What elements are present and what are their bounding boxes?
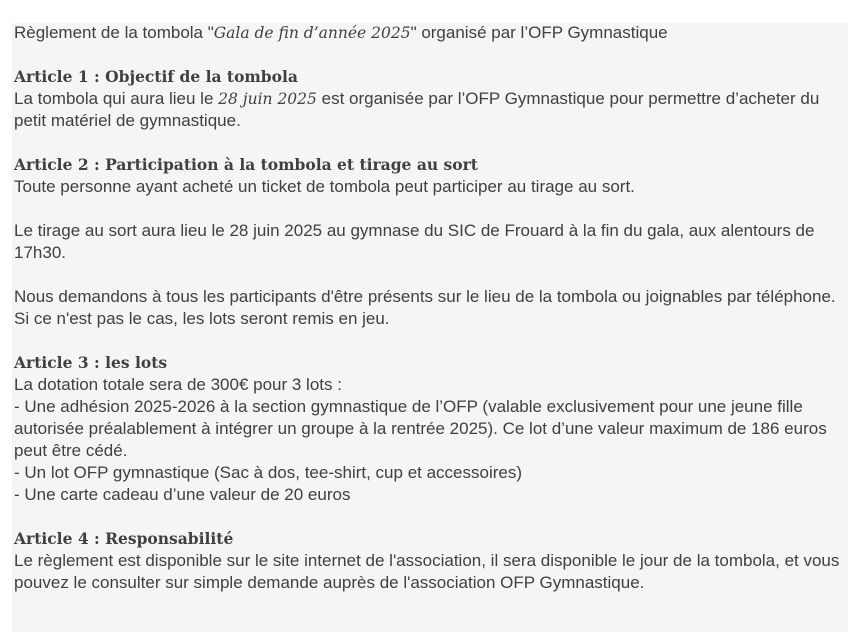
- document-content: [14, 22, 844, 594]
- article-2-paragraph-1: Toute personne ayant acheté un ticket de tombola peut participer au tirage au sort.: [14, 177, 635, 196]
- article-4-text: Le règlement est disponible sur le site internet de l'association, il sera disponible le jour de la tombola, et vous pouvez le consulter sur simple demande auprès de l'association OFP Gymnastique.: [14, 551, 840, 592]
- article-2-heading: Article 2 : Participation à la tombola et tirage au sort: [14, 155, 478, 174]
- article-1-heading: Article 1 : Objectif de la tombola: [14, 67, 298, 86]
- spacer: [14, 264, 844, 286]
- lot-item: - Un lot OFP gymnastique (Sac à dos, tee-shirt, cup et accessoires): [14, 463, 523, 482]
- article-3-heading: Article 3 : les lots: [14, 353, 168, 372]
- event-name: Gala de fin d’année 2025: [213, 24, 411, 42]
- article-2-paragraph-2: Le tirage au sort aura lieu le 28 juin 2025 au gymnase du SIC de Frouard à la fin du gala, aux alentours de 17h30.: [14, 221, 815, 262]
- title-prefix: Règlement de la tombola ": [14, 23, 214, 42]
- lot-item: - Une adhésion 2025-2026 à la section gymnastique de l’OFP (valable exclusivement pour une jeune fille autorisée préalablement à intégrer un groupe à la rentrée 2025). Ce lot d’une valeur maximum de 186 euros peut être cédé.: [14, 397, 827, 460]
- spacer: [14, 44, 844, 66]
- article-2-paragraph-3: Nous demandons à tous les participants d'être présents sur le lieu de la tombola ou joignables par téléphone. Si ce n'est pas le cas, les lots seront remis en jeu.: [14, 287, 836, 328]
- article-1-text-before: La tombola qui aura lieu le: [14, 89, 219, 108]
- article-4-heading: Article 4 : Responsabilité: [14, 529, 234, 548]
- article-1-text-after: est organisée par l’OFP Gymnastique pour permettre d’acheter du petit matériel de gymnastique.: [14, 89, 820, 130]
- spacer: [14, 198, 844, 220]
- spacer: [14, 330, 844, 352]
- title-suffix: " organisé par l’OFP Gymnastique: [410, 23, 668, 42]
- lot-item: - Une carte cadeau d’une valeur de 20 euros: [14, 485, 351, 504]
- spacer: [14, 506, 844, 528]
- article-1-text: [14, 88, 844, 132]
- article-1-date: 28 juin 2025: [218, 90, 317, 108]
- article-3-intro: La dotation totale sera de 300€ pour 3 lots :: [14, 375, 342, 394]
- document-title: [14, 22, 844, 44]
- spacer: [14, 132, 844, 154]
